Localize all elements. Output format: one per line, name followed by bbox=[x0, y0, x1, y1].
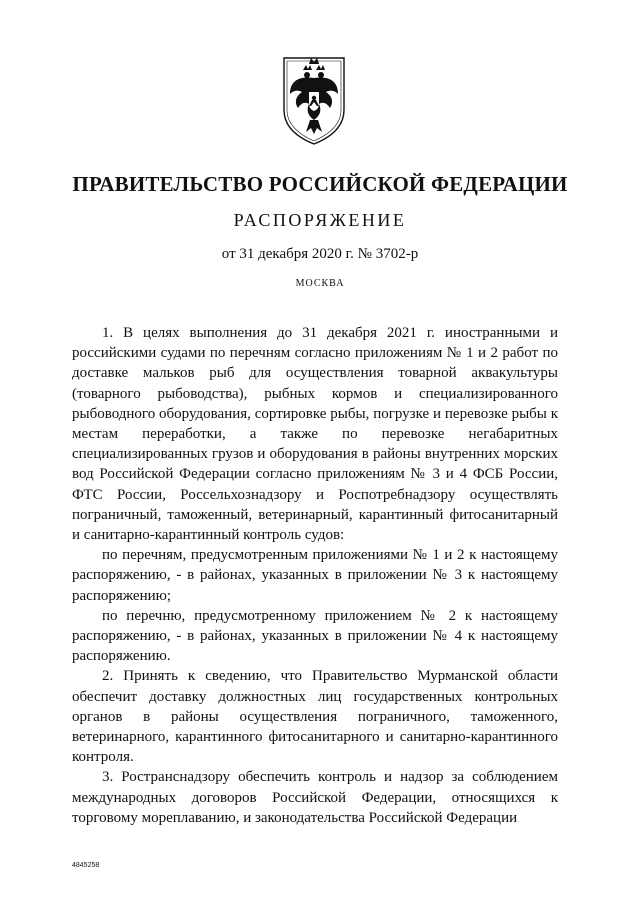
russian-coat-of-arms-icon bbox=[276, 50, 352, 148]
paragraph-1b: по перечню, предусмотренному приложением № 2 к настоящему распоряжению, - в районах, указанных в приложении № 4 к настоящему распоряжению. bbox=[72, 607, 558, 665]
document-body bbox=[72, 323, 558, 828]
paragraph-1a: по перечням, предусмотренным приложениями № 1 и 2 к настоящему распоряжению, - в районах, указанных в приложении № 3 к настоящему распоряжению; bbox=[72, 547, 558, 604]
document-type: РАСПОРЯЖЕНИЕ bbox=[233, 210, 407, 230]
document-city: МОСКВА bbox=[295, 278, 345, 289]
paragraph-3: 3. Ространснадзору обеспечить контроль и надзор за соблюдением международных договоров Российской Федерации, относящихся к торговому мореплаванию, и законодательства Российской Федерации bbox=[72, 769, 558, 826]
government-title: ПРАВИТЕЛЬСТВО РОССИЙСКОЙ ФЕДЕРАЦИИ bbox=[72, 172, 568, 196]
paragraph-2: 2. Принять к сведению, что Правительство Мурманской области обеспечит доставку должностных лиц государственных контрольных органов в районы осуществления пограничного, таможенного, ветеринарного, карантинного фитосанитарного и санитарно-карантинного контроля. bbox=[72, 668, 558, 766]
document-date-number: от 31 декабря 2020 г. № 3702-р bbox=[221, 246, 419, 262]
paragraph-1: 1. В целях выполнения до 31 декабря 2021 г. иностранными и российскими судами по перечням согласно приложениям № 1 и 2 работ по доставке мальков рыб для осуществления товарной аквакультуры (товарного рыбоводства), рыбных кормов и специализированного рыбоводного оборудования, сортировке рыбы, погрузке и перевозке рыбы к местам переработки, а также по перевозке негабаритных специализированных грузов и оборудования в районы внутренних морских вод Российской Федерации согласно приложениям № 3 и 4 ФСБ России, ФТС России, Россельхознадзору и Роспотребнадзору осуществлять пограничный, таможенный, ветеринарный, карантинный фитосанитарный и санитарно-карантинный контроль судов: bbox=[72, 325, 558, 544]
footer-code: 4845258 bbox=[72, 862, 100, 869]
